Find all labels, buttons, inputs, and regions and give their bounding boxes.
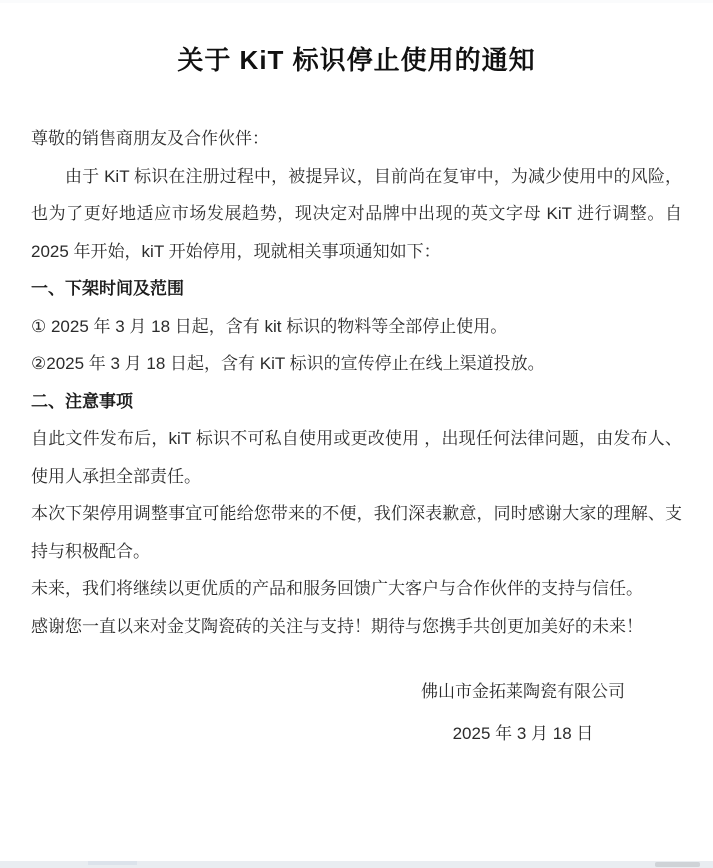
signature-block	[421, 673, 625, 753]
closing-paragraph-1: 未来，我们将继续以更优质的产品和服务回馈广大客户与合作伙伴的支持与信任。	[31, 579, 643, 598]
document-title: 关于 KiT 标识停止使用的通知	[177, 45, 536, 75]
section2-heading: 二、注意事项	[31, 391, 133, 411]
section2-paragraph-2: 本次下架停用调整事宜可能给您带来的不便，我们深表歉意，同时感谢大家的理解、支持与积极配合。	[31, 504, 682, 561]
notice-document	[0, 40, 713, 753]
document-body	[31, 120, 682, 645]
signature-company-name: 佛山市金拓莱陶瓷有限公司	[421, 682, 625, 701]
horizontal-scrollbar-track[interactable]	[0, 861, 713, 868]
section2-paragraph-1: 自此文件发布后，kiT 标识不可私自使用或更改使用 ，出现任何法律问题，由发布人、使用人承担全部责任。	[31, 429, 682, 486]
intro-paragraph: 由于 KiT 标识在注册过程中，被提异议，目前尚在复审中，为减少使用中的风险，也为了更好地适应市场发展趋势，现决定对品牌中出现的英文字母 KiT 进行调整。自 2025 年开始，kiT 开始停用，现就相关事项通知如下：	[31, 166, 682, 261]
signature-date: 2025 年 3 月 18 日	[452, 724, 594, 743]
closing-paragraph-2: 感谢您一直以来对金艾陶瓷砖的关注与支持！期待与您携手共创更加美好的未来！	[31, 616, 643, 636]
scrollbar-track-tint	[88, 861, 137, 865]
section1-heading: 一、下架时间及范围	[31, 279, 184, 298]
section1-item-1: ① 2025 年 3 月 18 日起，含有 kit 标识的物料等全部停止使用。	[31, 316, 508, 336]
page-top-edge	[0, 0, 713, 3]
section1-item-2: ②2025 年 3 月 18 日起，含有 KiT 标识的宣传停止在线上渠道投放。	[31, 354, 545, 373]
salutation-line: 尊敬的销售商朋友及合作伙伴：	[31, 129, 269, 148]
horizontal-scrollbar-thumb[interactable]	[655, 862, 700, 867]
